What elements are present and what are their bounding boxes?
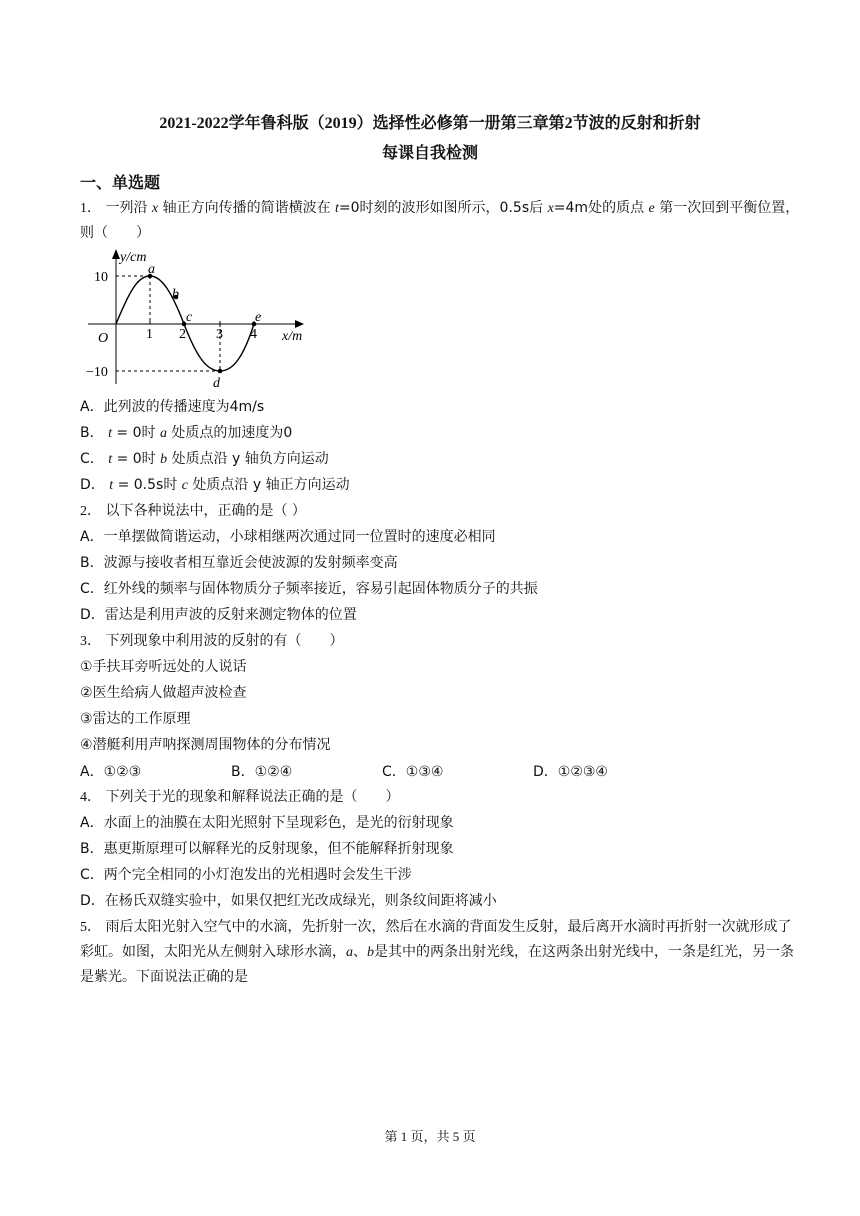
question-4 xyxy=(80,787,399,808)
x-tick-label-1: 1 xyxy=(146,327,153,342)
question-text: 下列关于光的现象和解释说法正确的是（ ） xyxy=(105,789,400,805)
q2-option-d[interactable] xyxy=(80,605,357,625)
section-heading: 一、单选题 xyxy=(80,173,161,192)
point-a-label: a xyxy=(148,262,155,277)
point-c-label: c xyxy=(186,310,193,325)
q4-option-d[interactable] xyxy=(80,891,497,911)
option-var: b xyxy=(160,452,168,467)
option-var-t: t xyxy=(108,452,113,467)
q1-text-a: 一列沿 xyxy=(105,200,148,216)
q3-item-3: ③雷达的工作原理 xyxy=(80,711,191,727)
option-label: C． xyxy=(382,764,406,780)
option-var-t: t xyxy=(108,426,112,441)
option-text: ①②③ xyxy=(103,764,142,780)
wave-figure xyxy=(80,245,320,393)
option-label: C． xyxy=(80,581,104,597)
q2-option-a[interactable] xyxy=(80,527,496,547)
origin-label: O xyxy=(98,331,109,346)
q5-var-a: a xyxy=(346,945,353,960)
q1-text-b: 轴正方向传播的简谐横波在 xyxy=(162,200,331,216)
q4-option-c[interactable] xyxy=(80,865,412,885)
option-label: A． xyxy=(80,399,104,415)
x-axis-arrow xyxy=(295,320,304,328)
y-tick-label-top: 10 xyxy=(94,270,108,285)
question-number: 4． xyxy=(80,790,101,805)
option-label: B． xyxy=(80,425,104,441)
option-label: A． xyxy=(80,764,104,780)
x-tick-label-4: 4 xyxy=(250,327,257,342)
point-e-label: e xyxy=(255,310,262,325)
option-label: D． xyxy=(80,477,105,493)
option-label: B． xyxy=(80,555,104,571)
point-d-marker xyxy=(218,369,223,374)
option-text: 雷达是利用声波的反射来测定物体的位置 xyxy=(104,607,357,623)
q1-option-d[interactable] xyxy=(80,475,350,496)
x-tick-label-2: 2 xyxy=(179,327,186,342)
q1-option-a[interactable] xyxy=(80,397,264,417)
option-mid: = 0.5s时 xyxy=(113,477,182,493)
option-text: 处质点的加速度为0 xyxy=(166,425,293,441)
option-label: C． xyxy=(80,451,104,467)
y-tick-label-bottom: −10 xyxy=(86,365,108,380)
q1-var-t: t xyxy=(335,201,339,216)
option-text: ①②④ xyxy=(254,764,293,780)
q2-option-c[interactable] xyxy=(80,579,538,599)
option-text: 在杨氏双缝实验中，如果仅把红光改成绿光，则条纹间距将减小 xyxy=(104,893,497,909)
q1-option-c[interactable] xyxy=(80,449,329,470)
option-label: A． xyxy=(80,815,104,831)
question-5 xyxy=(80,915,802,990)
q3-option-c[interactable] xyxy=(382,761,443,781)
q1-var-e: e xyxy=(648,201,655,216)
option-text: 惠更斯原理可以解释光的反射现象，但不能解释折射现象 xyxy=(103,841,454,857)
q1-text-d: =4m处的质点 xyxy=(553,200,645,216)
option-label: B． xyxy=(80,841,104,857)
y-axis-arrow xyxy=(112,249,120,259)
q3-item-1: ①手扶耳旁听远处的人说话 xyxy=(80,659,247,675)
q3-option-d[interactable] xyxy=(533,761,608,781)
point-d-label: d xyxy=(213,376,220,391)
option-text: 处质点沿 y 轴正方向运动 xyxy=(187,477,350,493)
option-text: ①②③④ xyxy=(557,764,608,780)
option-text: 两个完全相同的小灯泡发出的光相遇时会发生干涉 xyxy=(103,867,412,883)
option-text: 波源与接收者相互靠近会使波源的发射频率变高 xyxy=(103,555,398,571)
q1-option-b[interactable] xyxy=(80,423,292,444)
option-label: B． xyxy=(231,764,255,780)
option-text: 此列波的传播速度为4m/s xyxy=(103,399,265,415)
question-number: 1． xyxy=(80,201,101,216)
option-label: D． xyxy=(533,764,558,780)
option-text: 红外线的频率与固体物质分子频率接近，容易引起固体物质分子的共振 xyxy=(103,581,538,597)
q4-option-b[interactable] xyxy=(80,839,454,859)
question-1 xyxy=(80,196,802,246)
x-tick-label-3: 3 xyxy=(216,327,223,342)
q1-var-x: x xyxy=(151,201,159,216)
q3-option-b[interactable] xyxy=(231,761,292,781)
q3-item-2: ②医生给病人做超声波检查 xyxy=(80,685,247,701)
option-text: 处质点沿 y 轴负方向运动 xyxy=(167,451,329,467)
q3-item-4: ④潜艇利用声呐探测周围物体的分布情况 xyxy=(80,737,331,753)
q4-option-a[interactable] xyxy=(80,813,454,833)
question-text: 下列现象中利用波的反射的有（ ） xyxy=(105,633,344,649)
option-mid: = 0时 xyxy=(111,425,160,441)
question-number: 2． xyxy=(80,504,101,519)
page-footer: 第 1 页，共 5 页 xyxy=(384,1129,476,1144)
option-mid: = 0时 xyxy=(112,451,161,467)
q5-var-b: b xyxy=(367,945,374,960)
point-b-label: b xyxy=(172,287,179,302)
q2-option-b[interactable] xyxy=(80,553,398,573)
option-text: ①③④ xyxy=(405,764,444,780)
option-var-t: t xyxy=(109,478,114,493)
question-text: 以下各种说法中，正确的是（ ） xyxy=(105,503,306,519)
q1-text-e: 第一次回到平衡位置，则（ ） xyxy=(80,200,800,241)
question-number: 5． xyxy=(80,920,101,935)
title-line-2: 每课自我检测 xyxy=(381,145,478,162)
option-label: C． xyxy=(80,867,104,883)
q3-option-a[interactable] xyxy=(80,761,141,781)
q5-sep: 、 xyxy=(353,944,367,960)
q1-var-x2: x xyxy=(547,201,554,216)
title-line-1: 2021-2022学年鲁科版（2019）选择性必修第一册第三章第2节波的反射和折射 xyxy=(159,115,701,132)
option-text: 水面上的油膜在太阳光照射下呈现彩色，是光的衍射现象 xyxy=(103,815,454,831)
question-3 xyxy=(80,631,343,652)
option-var: c xyxy=(181,478,188,493)
question-number: 3． xyxy=(80,634,101,649)
question-2 xyxy=(80,501,306,522)
option-label: D． xyxy=(80,893,105,909)
x-axis-label: x/m xyxy=(282,329,303,344)
q5-text-a: 雨后太阳光射入空气中的水滴，先折射一次，然后在水滴的背面发生反射，最后离开水滴时再折射一次就形成了彩虹。如图，太阳光从左侧射入球形水滴， xyxy=(80,919,792,960)
option-text: 一单摆做简谐运动，小球相继两次通过同一位置时的速度必相同 xyxy=(103,529,496,545)
y-axis-label: y/cm xyxy=(120,250,147,265)
option-label: D． xyxy=(80,607,105,623)
q5-text-b: 是其中的两条出射光线，在这两条出射光线中，一条是红光，另一条是紫光。下面说法正确的是 xyxy=(80,944,794,985)
option-label: A． xyxy=(80,529,104,545)
q1-text-c: =0时刻的波形如图所示，0.5s后 xyxy=(338,200,544,216)
option-var: a xyxy=(159,426,167,441)
